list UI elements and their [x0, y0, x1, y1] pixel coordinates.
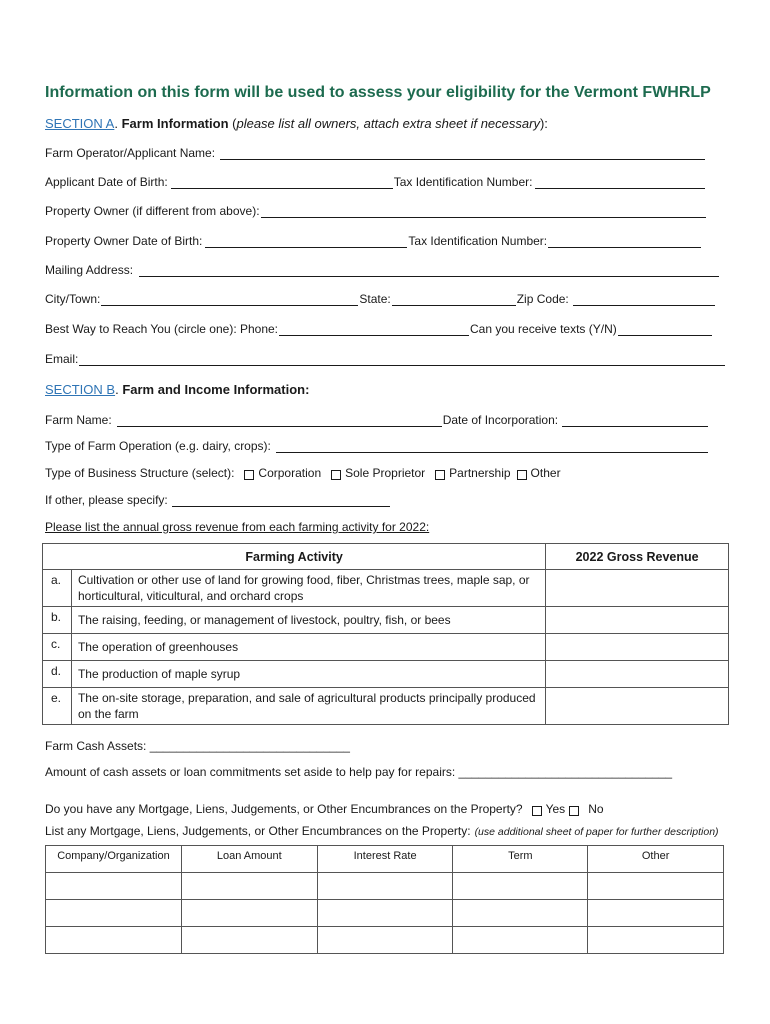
list-liens-note: (use additional sheet of paper for further description): [474, 826, 719, 838]
incorp-field[interactable]: [562, 415, 708, 427]
section-b-title: Farm and Income Information:: [122, 382, 310, 397]
dob-field[interactable]: [171, 177, 393, 189]
revenue-input[interactable]: [546, 688, 729, 725]
table-cell[interactable]: [46, 873, 182, 900]
phone-field[interactable]: [279, 324, 469, 336]
activity-column-header: Farming Activity: [43, 544, 546, 570]
yes-checkbox[interactable]: [532, 806, 542, 816]
email-label: Email:: [45, 352, 79, 366]
section-a-dot: .: [114, 116, 118, 131]
table-cell[interactable]: [453, 927, 588, 954]
section-a-header: [45, 116, 548, 131]
owner-field[interactable]: [261, 206, 706, 218]
revenue-prompt: Please list the annual gross revenue from each farming activity for 2022:: [45, 520, 430, 534]
operator-field[interactable]: [220, 148, 705, 160]
revenue-table-header: [43, 544, 729, 570]
activity-description: The operation of greenhouses: [71, 634, 545, 661]
state-field[interactable]: [392, 294, 516, 306]
structure-label: Type of Business Structure (select):: [45, 466, 235, 480]
table-cell[interactable]: [453, 873, 588, 900]
farm-type-row: [45, 439, 709, 453]
loan-amount-column-header: Loan Amount: [181, 846, 317, 873]
row-letter: c.: [43, 634, 72, 661]
owner-dob-field[interactable]: [205, 236, 407, 248]
list-liens-row: [45, 824, 719, 838]
table-row: [43, 570, 729, 607]
activity-description: Cultivation or other use of land for growing food, fiber, Christmas trees, maple sap, or horticultural, viticultural, and orchard crops: [71, 570, 545, 607]
row-letter: e.: [43, 688, 72, 725]
section-b-header: [45, 382, 309, 397]
liens-table-header: [46, 846, 724, 873]
no-label: No: [588, 802, 604, 816]
sole-proprietor-checkbox[interactable]: [331, 470, 341, 480]
table-cell[interactable]: [181, 873, 317, 900]
corporation-label: Corporation: [258, 466, 322, 480]
revenue-table: [42, 543, 729, 725]
owner-tin-label: Tax Identification Number:: [408, 234, 548, 248]
revenue-input[interactable]: [546, 570, 729, 607]
section-a-title: Farm Information: [121, 116, 229, 131]
table-row: [43, 634, 729, 661]
section-a-close: ):: [539, 116, 548, 131]
section-a-note: please list all owners, attach extra sheet if necessary: [236, 116, 540, 131]
mortgage-row: [45, 802, 604, 816]
table-row: [46, 927, 724, 954]
specify-field[interactable]: [172, 495, 390, 507]
dob-label: Applicant Date of Birth:: [45, 175, 168, 189]
email-field[interactable]: [79, 354, 725, 366]
texts-field[interactable]: [618, 324, 712, 336]
mailing-label: Mailing Address:: [45, 263, 134, 277]
specify-label: If other, please specify:: [45, 493, 168, 507]
table-cell[interactable]: [588, 927, 724, 954]
dob-row: [45, 175, 706, 189]
setaside-field[interactable]: Amount of cash assets or loan commitments set aside to help pay for repairs: ________________________________: [45, 765, 673, 779]
table-cell[interactable]: [317, 873, 453, 900]
farm-name-row: [45, 413, 709, 427]
other-column-header: Other: [588, 846, 724, 873]
section-a-open: (: [228, 116, 237, 131]
reach-row: [45, 322, 713, 336]
table-cell[interactable]: [46, 900, 182, 927]
table-row: [43, 688, 729, 725]
revenue-input[interactable]: [546, 607, 729, 634]
mailing-row: [45, 263, 720, 277]
cash-assets-field[interactable]: Farm Cash Assets: ______________________________: [45, 739, 350, 753]
list-liens-label: List any Mortgage, Liens, Judgements, or Other Encumbrances on the Property:: [45, 824, 471, 838]
owner-dob-row: [45, 234, 702, 248]
tin-label: Tax Identification Number:: [393, 175, 533, 189]
city-label: City/Town:: [45, 292, 101, 306]
zip-label: Zip Code:: [516, 292, 569, 306]
table-cell[interactable]: [46, 927, 182, 954]
table-row: [46, 900, 724, 927]
activity-description: The production of maple syrup: [71, 661, 545, 688]
no-checkbox[interactable]: [569, 806, 579, 816]
owner-dob-label: Property Owner Date of Birth:: [45, 234, 203, 248]
city-row: [45, 292, 716, 306]
interest-rate-column-header: Interest Rate: [317, 846, 453, 873]
revenue-input[interactable]: [546, 661, 729, 688]
revenue-column-header: 2022 Gross Revenue: [546, 544, 729, 570]
page-heading: Information on this form will be used to assess your eligibility for the Vermont FWHRLP: [45, 84, 711, 101]
term-column-header: Term: [453, 846, 588, 873]
city-field[interactable]: [101, 294, 358, 306]
sole-proprietor-label: Sole Proprietor: [345, 466, 426, 480]
owner-tin-field[interactable]: [548, 236, 701, 248]
owner-row: [45, 204, 707, 218]
revenue-input[interactable]: [546, 634, 729, 661]
table-cell[interactable]: [181, 900, 317, 927]
partnership-label: Partnership: [449, 466, 511, 480]
row-letter: a.: [43, 570, 72, 607]
other-label: Other: [530, 466, 561, 480]
company-column-header: Company/Organization: [46, 846, 182, 873]
state-label: State:: [359, 292, 391, 306]
operator-label: Farm Operator/Applicant Name:: [45, 146, 216, 160]
table-row: [46, 873, 724, 900]
mailing-field[interactable]: [139, 265, 719, 277]
table-row: [43, 607, 729, 634]
other-checkbox[interactable]: [517, 470, 527, 480]
activity-description: The raising, feeding, or management of livestock, poultry, fish, or bees: [71, 607, 545, 634]
table-cell[interactable]: [317, 927, 453, 954]
tin-field[interactable]: [535, 177, 705, 189]
table-cell[interactable]: [588, 900, 724, 927]
corporation-checkbox[interactable]: [244, 470, 254, 480]
table-cell[interactable]: [453, 900, 588, 927]
table-cell[interactable]: [317, 900, 453, 927]
specify-row: [45, 493, 391, 507]
operator-row: [45, 146, 706, 160]
table-cell[interactable]: [588, 873, 724, 900]
section-b-tag: SECTION B: [45, 382, 116, 397]
section-a-tag: SECTION A: [45, 116, 115, 131]
mortgage-question: Do you have any Mortgage, Liens, Judgements, or Other Encumbrances on the Property?: [45, 802, 523, 816]
yes-label: Yes: [545, 802, 566, 816]
incorp-label: Date of Incorporation:: [442, 413, 559, 427]
table-row: [43, 661, 729, 688]
email-row: [45, 352, 726, 366]
farm-type-field[interactable]: [276, 441, 708, 453]
reach-label: Best Way to Reach You (circle one): Phone:: [45, 322, 279, 336]
farm-name-field[interactable]: [117, 415, 442, 427]
table-cell[interactable]: [181, 927, 317, 954]
structure-row: [45, 466, 561, 480]
owner-label: Property Owner (if different from above):: [45, 204, 260, 218]
row-letter: b.: [43, 607, 72, 634]
farm-name-label: Farm Name:: [45, 413, 112, 427]
texts-label: Can you receive texts (Y/N): [470, 322, 617, 336]
row-letter: d.: [43, 661, 72, 688]
farm-type-label: Type of Farm Operation (e.g. dairy, crops):: [45, 439, 271, 453]
liens-table: [45, 845, 724, 954]
activity-description: The on-site storage, preparation, and sale of agricultural products principally produced on the farm: [71, 688, 545, 725]
partnership-checkbox[interactable]: [435, 470, 445, 480]
zip-field[interactable]: [573, 294, 715, 306]
section-b-dot: .: [115, 382, 119, 397]
